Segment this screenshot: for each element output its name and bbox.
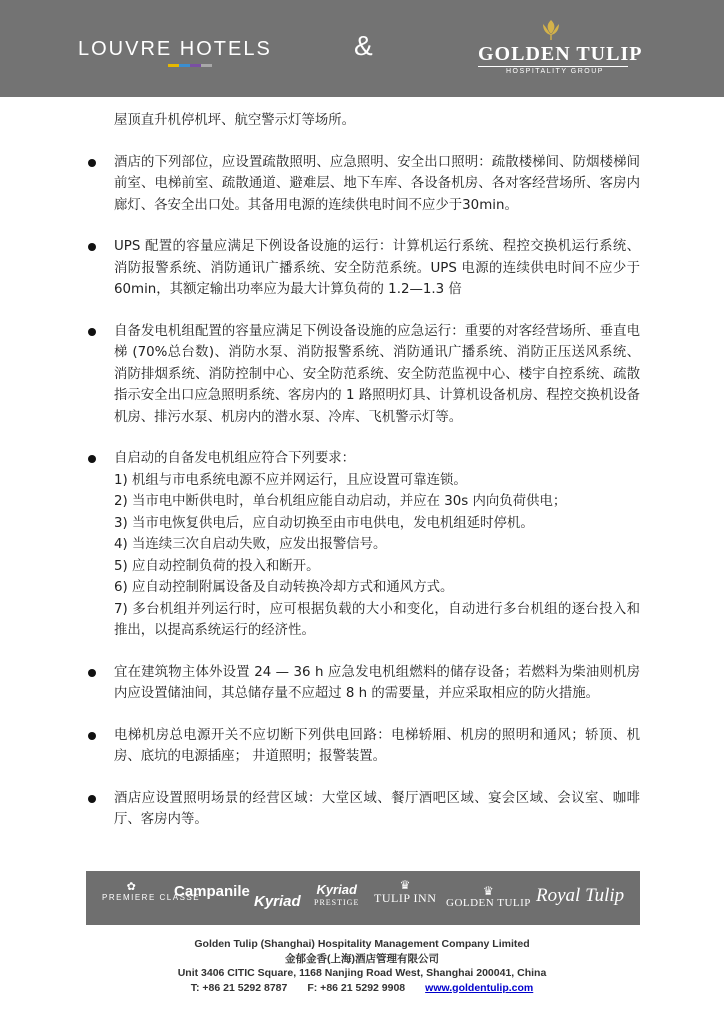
- bullet-icon: [88, 669, 96, 677]
- bullet-icon: [88, 455, 96, 463]
- bullet-text: 宜在建筑物主体外设置 24 — 36 h 应急发电机组燃料的储存设备；若燃料为柴油则机房内应设置储油间，其总储存量不应超过 8 h 的需要量，并应采取相应的防火措施。: [114, 664, 640, 701]
- bullet-text: 酒店的下列部位，应设置疏散照明、应急照明、安全出口照明：疏散楼梯间、防烟楼梯间前室、电梯前室、疏散通道、避难层、地下车库、各设备机房、各对客经营场所、客房内廊灯、各安全出口处。其备用电源的连续供电时间不应少于30min。: [114, 154, 640, 213]
- sub-item: 3) 当市电恢复供电后，应自动切换至由市电供电，发电机组延时停机。: [114, 515, 534, 531]
- company-address: Unit 3406 CITIC Square, 1168 Nanjing Road West, Shanghai 200041, China: [177, 967, 547, 979]
- bullet-text: 自启动的自备发电机组应符合下列要求：: [114, 451, 356, 466]
- bar-segment: [201, 64, 212, 67]
- fax: F: +86 21 5292 9908: [307, 981, 406, 994]
- tulip-icon: ♛: [482, 884, 495, 898]
- ampersand: &: [354, 30, 373, 61]
- bar-segment: [190, 64, 201, 67]
- bullet-icon: [88, 795, 96, 803]
- sub-item: 1) 机组与市电系统电源不应并网运行，且应设置可靠连锁。: [114, 472, 467, 488]
- website-link[interactable]: www.goldentulip.com: [425, 981, 534, 994]
- kyriad-prestige-label: Kyriad: [316, 882, 357, 897]
- tulip-inn-label: TULIP INN: [374, 891, 437, 905]
- bar-segment: [168, 64, 179, 67]
- golden-tulip-logo: GOLDEN TULIP: [478, 43, 643, 65]
- sub-item: 2) 当市电中断供电时，单台机组应能自动启动，并应在 30s 内向负荷供电；: [114, 494, 567, 509]
- kyriad-prestige-sub: PRESTIGE: [314, 898, 360, 907]
- brand-logos-band: [86, 871, 640, 925]
- kyriad-prestige-logo: [314, 883, 359, 909]
- tulip-inn-logo: [374, 879, 436, 906]
- campanile-logo: Campanile: [174, 883, 250, 900]
- list-item: [88, 152, 640, 217]
- premiere-classe-logo: [102, 881, 201, 902]
- bullet-text: 电梯机房总电源开关不应切断下列供电回路：电梯轿厢、机房的照明和通风；轿顶、机房、底坑的电源插座； 井道照明；报警装置。: [114, 727, 640, 764]
- bullet-text: 酒店应设置照明场景的经营区域：大堂区域、餐厅酒吧区域、宴会区域、会议室、咖啡厅、客房内等。: [114, 790, 640, 827]
- divider: [478, 66, 628, 67]
- tulip-icon: ♛: [399, 878, 411, 892]
- tulip-icon: [538, 18, 564, 42]
- list-item: [88, 236, 640, 301]
- list-item-generator: [88, 448, 640, 642]
- premiere-classe-label: PREMIERE CLASSE: [102, 893, 201, 902]
- header-band: [0, 0, 724, 97]
- bullet-icon: [88, 328, 96, 336]
- louvre-hotels-logo: LOUVRE HOTELS: [78, 38, 272, 60]
- louvre-color-bar: [168, 64, 212, 67]
- bar-segment: [179, 64, 190, 67]
- footer: [0, 937, 724, 995]
- telephone: T: +86 21 5292 8787: [190, 981, 288, 994]
- continuation-text: 屋顶直升机停机坪、航空警示灯等场所。: [114, 113, 356, 128]
- contact-line: [0, 981, 724, 996]
- list-item: [88, 725, 640, 768]
- list-item: [88, 321, 640, 429]
- kyriad-logo: Kyriad: [254, 893, 301, 910]
- flower-icon: ✿: [126, 881, 138, 893]
- bullet-text: UPS 配置的容量应满足下例设备设施的运行：计算机运行系统、程控交换机运行系统、消防报警系统、消防通讯广播系统、安全防范系统。UPS 电源的连续供电时间不应少于 60min，其额定输出功率应为最大计算负荷的 1.2—1.3 倍: [114, 239, 640, 297]
- list-item: [88, 788, 640, 831]
- document-body: [88, 110, 640, 851]
- list-item: [88, 662, 640, 705]
- bullet-icon: [88, 732, 96, 740]
- bullet-icon: [88, 243, 96, 251]
- bullet-icon: [88, 159, 96, 167]
- sub-item: 5) 应自动控制负荷的投入和断开。: [114, 558, 320, 574]
- bullet-text: 自备发电机组配置的容量应满足下例设备设施的应急运行：重要的对客经营场所、垂直电梯 (70%总台数)、消防水泵、消防报警系统、消防通讯广播系统、消防正压送风系统、消防排烟系统、消防控制中心、安全防范系统、安全防范监视中心、楼宇自控系统、疏散指示安全出口应急照明系统、客房内的 1 路照明灯具、计算机设备机房、程控交换机设备机房、排污水泵、机房内的潜水泵、冷库、飞机警示灯等。: [114, 323, 640, 425]
- company-name-cn: 金郁金香(上海)酒店管理有限公司: [285, 952, 439, 965]
- royal-tulip-logo: Royal Tulip: [536, 885, 625, 906]
- sub-item: 6) 应自动控制附属设备及自动转换冷却方式和通风方式。: [114, 580, 454, 595]
- golden-tulip-label: GOLDEN TULIP: [446, 897, 531, 909]
- company-name-en: Golden Tulip (Shanghai) Hospitality Management Company Limited: [194, 938, 530, 950]
- sub-item: 4) 当连续三次自启动失败，应发出报警信号。: [114, 537, 387, 552]
- golden-tulip-tagline: HOSPITALITY GROUP: [506, 68, 604, 75]
- golden-tulip-brand-logo: [446, 885, 531, 909]
- sub-item: 7) 多台机组并列运行时，应可根据负载的大小和变化，自动进行多台机组的逐台投入和推出，以提高系统运行的经济性。: [114, 601, 640, 638]
